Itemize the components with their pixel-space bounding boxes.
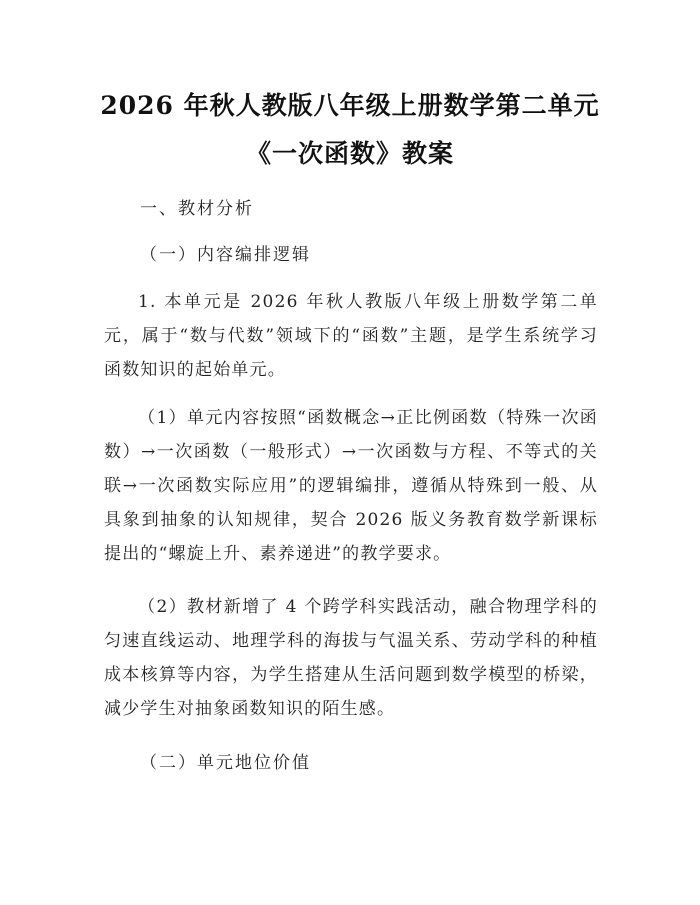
document-title-line-1: 2026 年秋人教版八年级上册数学第二单元 (100, 91, 600, 120)
paragraph-text: 1. 本单元是 2026 年秋人教版八年级上册数学第二单元，属于“数与代数”领域下的“函数”主题，是学生系统学习函数知识的起始单元。 (104, 292, 598, 380)
paragraph-unit-overview (104, 285, 598, 387)
subsection-heading-unit-value: （二）单元地位价值 (140, 753, 311, 773)
document-title-line-2: 《一次函数》教案 (245, 139, 454, 168)
paragraph-content-sequence (104, 401, 598, 571)
paragraph-cross-disciplinary (104, 590, 598, 726)
paragraph-text: （2）教材新增了 4 个跨学科实践活动，融合物理学科的匀速直线运动、地理学科的海拔与气温关系、劳动学科的种植成本核算等内容，为学生搭建从生活问题到数学模型的桥梁，减少学生对抽象函数知识的陌生感。 (104, 597, 598, 719)
section-heading-textbook-analysis: 一、教材分析 (140, 199, 254, 219)
paragraph-text: （1）单元内容按照“函数概念→正比例函数（特殊一次函数）→一次函数（一般形式）→一次函数与方程、不等式的关联→一次函数实际应用”的逻辑编排，遵循从特殊到一般、从具象到抽象的认知规律，契合 2026 版义务教育数学新课标提出的“螺旋上升、素养递进”的教学要求。 (104, 408, 598, 564)
subsection-heading-content-logic: （一）内容编排逻辑 (140, 245, 311, 265)
